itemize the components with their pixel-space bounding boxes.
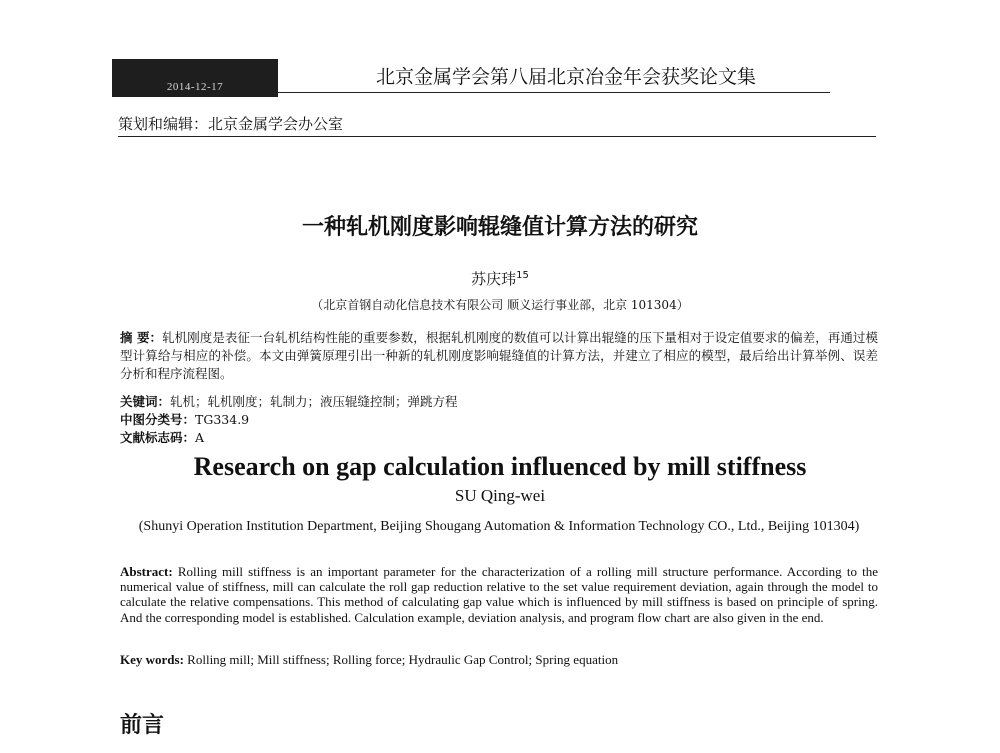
clc-number xyxy=(120,411,878,429)
author-name-cn: 苏庆玮 xyxy=(471,270,517,288)
author-en: SU Qing-wei xyxy=(454,486,546,505)
paper-title-en: Research on gap calculation influenced by mill stiffness xyxy=(193,452,807,481)
document-code xyxy=(120,429,878,447)
header-date: 2014-12-17 xyxy=(166,81,224,93)
keywords-text-en: Rolling mill; Mill stiffness; Rolling force; Hydraulic Gap Control; Spring equation xyxy=(187,652,619,667)
affiliation-en: (Shunyi Operation Institution Department, Beijing Shougang Automation & Information Technology CO., Ltd., Beijing 101304) xyxy=(138,519,860,534)
date-box xyxy=(112,59,278,97)
header-rule xyxy=(278,92,830,93)
proceedings-title: 北京金属学会第八届北京冶金年会获奖论文集 xyxy=(376,66,757,88)
doccode-label: 文献标志码： xyxy=(120,430,196,445)
abstract-en xyxy=(120,564,878,625)
keywords-label-cn: 关键词： xyxy=(120,394,171,409)
clc-value: TG334.9 xyxy=(195,412,250,427)
clc-label: 中图分类号： xyxy=(120,412,196,427)
editor-rule xyxy=(118,136,876,137)
keywords-en xyxy=(120,652,878,668)
paper-title-cn: 一种轧机刚度影响辊缝值计算方法的研究 xyxy=(301,215,698,240)
author-cn xyxy=(0,268,1000,289)
abstract-text-cn: 轧机刚度是表征一台轧机结构性能的重要参数，根据轧机刚度的数值可以计算出辊缝的压下量相对于设定值要求的偏差，再通过模型计算给与相应的补偿。本文由弹簧原理引出一种新的轧机刚度影响辊缝值的计算方法，并建立了相应的模型，最后给出计算举例、误差分析和程序流程图。 xyxy=(120,330,878,381)
keywords-text-cn: 轧机；轧机刚度；轧制力；液压辊缝控制；弹跳方程 xyxy=(170,394,458,409)
abstract-text-en: Rolling mill stiffness is an important parameter for the characterization of a rolling mill structure performance. According to the numerical value of stiffness, mill can calculate the roll gap reduction relative to the set value requirement deviation, again through the model to calculate the relative compensations. This method of calculating gap value which is influenced by mill stiffness is based on principle of spring. And the corresponding model is established. Calculation example, deviation analysis, and program flow chart are also given in the end. xyxy=(120,564,878,625)
keywords-label-en: Key words: xyxy=(120,652,184,667)
section-heading-preface: 前言 xyxy=(120,713,165,738)
author-superscript: 15 xyxy=(516,270,529,281)
doccode-value: A xyxy=(195,430,205,445)
abstract-label-en: Abstract: xyxy=(120,564,173,579)
editor-line: 策划和编辑：北京金属学会办公室 xyxy=(118,115,344,133)
affiliation-cn: （北京首钢自动化信息技术有限公司 顺义运行事业部，北京 101304） xyxy=(311,298,689,312)
abstract-label-cn: 摘 要： xyxy=(120,330,163,345)
keywords-cn xyxy=(120,393,878,411)
abstract-cn xyxy=(120,329,878,383)
